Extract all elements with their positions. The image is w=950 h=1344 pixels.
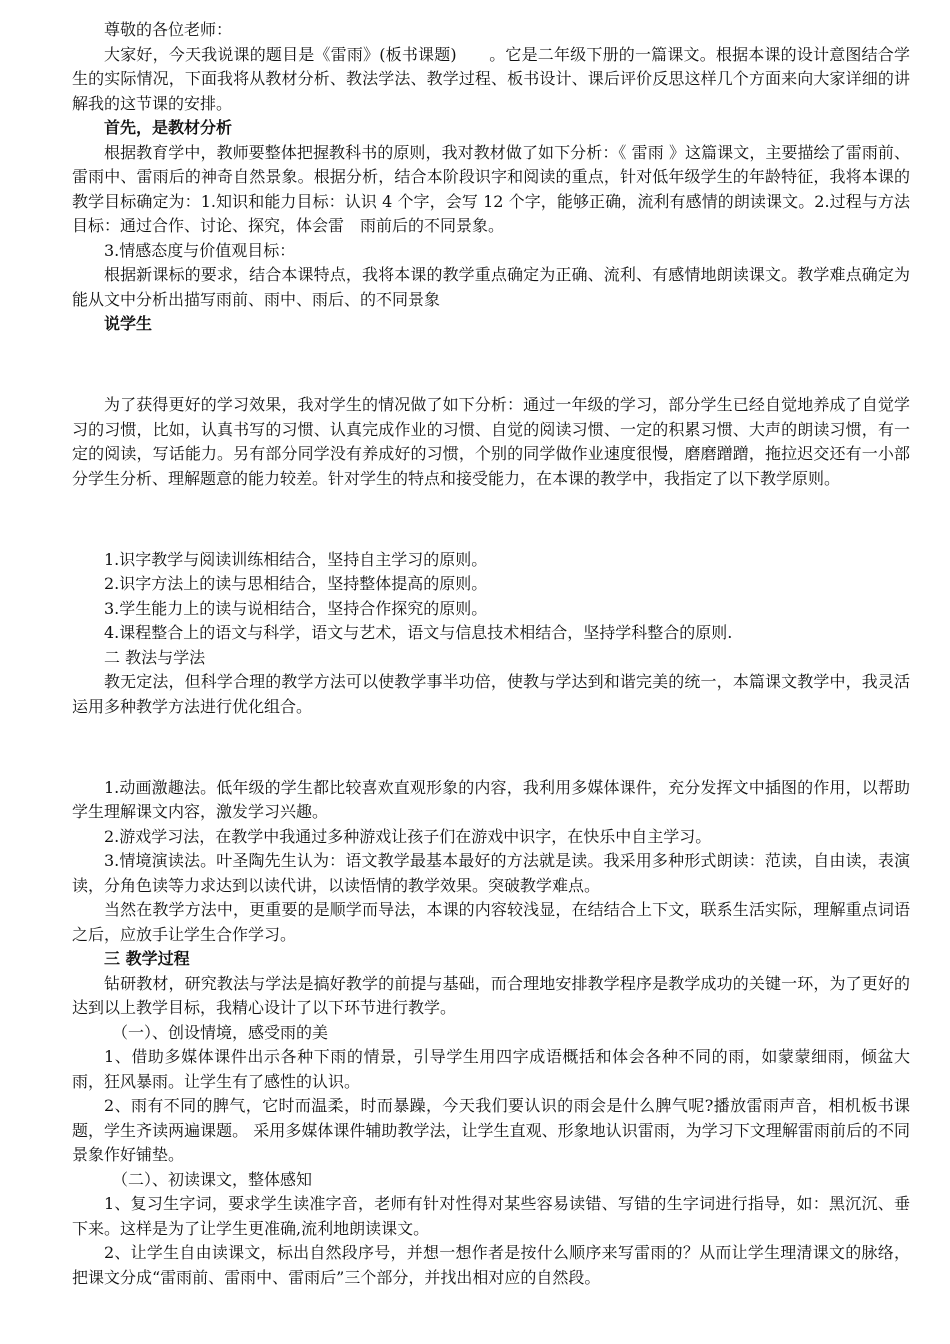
paragraph: 3.情感态度与价值观目标： [104, 240, 296, 260]
paragraph: （二）、初读课文，整体感知 [104, 1169, 313, 1189]
paragraph: 根据新课标的要求，结合本课特点，我将本课的教学重点确定为正确、流利、有感情地朗读课文。教学难点确定为能从文中分析出描写雨前、雨中、雨后、的不同景象 [72, 265, 910, 309]
blank-line [72, 353, 910, 378]
paragraph: 2.游戏学习法，在教学中我通过多种游戏让孩子们在游戏中识字，在快乐中自主学习。 [104, 826, 712, 846]
section-heading: 说学生 [104, 314, 153, 333]
paragraph: 1.动画激趣法。低年级的学生都比较喜欢直观形象的内容，我利用多媒体课件，充分发挥文中插图的作用，以帮助学生理解课文内容，激发学习兴趣。 [72, 777, 910, 821]
paragraph: 当然在教学方法中，更重要的是顺学而导法，本课的内容较浅显，在结结合上下文，联系生活实际，理解重点词语之后，应放手让学生合作学习。 [72, 900, 910, 944]
paragraph: 二 教法与学法 [104, 647, 206, 667]
paragraph: 1、复习生字词，要求学生读准字音，老师有针对性得对某些容易读错、写错的生字词进行指导，如：黑沉沉、垂下来。这样是为了让学生更准确,流利地朗读课文。 [72, 1194, 910, 1238]
section-heading: 首先，是教材分析 [104, 118, 233, 137]
paragraph: （一）、创设情境，感受雨的美 [104, 1022, 329, 1042]
paragraph: 3.学生能力上的读与说相结合，坚持合作探究的原则。 [104, 598, 488, 618]
paragraph: 尊敬的各位老师： [104, 20, 233, 39]
blank-line [72, 507, 910, 532]
paragraph: 钻研教材，研究教法与学法是搞好教学的前提与基础，而合理地安排教学程序是教学成功的关键一环，为了更好的达到以上教学目标，我精心设计了以下环节进行教学。 [72, 973, 910, 1017]
paragraph: 1、借助多媒体课件出示各种下雨的情景，引导学生用四字成语概括和体会各种不同的雨，如蒙蒙细雨，倾盆大雨，狂风暴雨。让学生有了感性的认识。 [72, 1047, 910, 1091]
paragraph: 4.课程整合上的语文与科学，语文与艺术，语文与信息技术相结合，坚持学科整合的原则. [104, 623, 733, 642]
blank-line [72, 735, 910, 760]
paragraph: 根据教育学中，教师要整体把握教科书的原则，我对教材做了如下分析：《 雷雨 》这篇课文，主要描绘了雷雨前、雷雨中、雷雨后的神奇自然景象。根据分析，结合本阶段识字和阅读的重点，针对低年级学生的年龄特征，我将本课的教学目标确定为：1.知识和能力目标：认识 4 个字，会写 12 个字，能够正确，流利有感情的朗读课文。2.过程与方法目标：通过合作、讨论、探究，体会雷 雨前后的不同景象。 [72, 142, 910, 235]
paragraph: 教无定法，但科学合理的教学方法可以使教学事半功倍，使教与学达到和谐完美的统一，本篇课文教学中，我灵活运用多种教学方法进行优化组合。 [72, 672, 910, 716]
paragraph: 2.识字方法上的读与思相结合，坚持整体提高的原则。 [104, 574, 488, 593]
paragraph: 2、雨有不同的脾气，它时而温柔，时而暴躁，今天我们要认识的雨会是什么脾气呢?播放雷雨声音，相机板书课题，学生齐读两遍课题。 采用多媒体课件辅助教学法，让学生直观、形象地认识雷雨，为学习下文理解雷雨前后的不同景象作好铺垫。 [72, 1096, 910, 1164]
paragraph: 为了获得更好的学习效果，我对学生的情况做了如下分析：通过一年级的学习，部分学生已经自觉地养成了自觉学习的习惯，比如，认真书写的习惯、认真完成作业的习惯、自觉的阅读习惯、一定的积累习惯、大声的朗读习惯，有一定的阅读，写话能力。另有部分同学没有养成好的习惯，个别的同学做作业速度很慢，磨磨蹭蹭，拖拉迟交还有一小部分学生分析、理解题意的能力较差。针对学生的特点和接受能力，在本课的教学中，我指定了以下教学原则。 [72, 395, 910, 488]
paragraph: 2、让学生自由读课文，标出自然段序号，并想一想作者是按什么顺序来写雷雨的？从而让学生理清课文的脉络，把课文分成“雷雨前、雷雨中、雷雨后”三个部分，并找出相对应的自然段。 [72, 1243, 910, 1287]
paragraph: 3.情境演读法。叶圣陶先生认为：语文教学最基本最好的方法就是读。我采用多种形式朗读：范读，自由读，表演读，分角色读等力求达到以读代讲，以读悟情的教学效果。突破教学难点。 [72, 851, 910, 895]
section-heading: 三 教学过程 [104, 949, 190, 968]
paragraph: 1.识字教学与阅读训练相结合，坚持自主学习的原则。 [104, 549, 488, 569]
paragraph: 大家好，今天我说课的题目是《雷雨》(板书课题) 。它是二年级下册的一篇课文。根据本课的设计意图结合学生的实际情况，下面我将从教材分析、教法学法、教学过程、板书设计、课后评价反思这样几个方面来向大家详细的讲解我的这节课的安排。 [72, 44, 910, 113]
